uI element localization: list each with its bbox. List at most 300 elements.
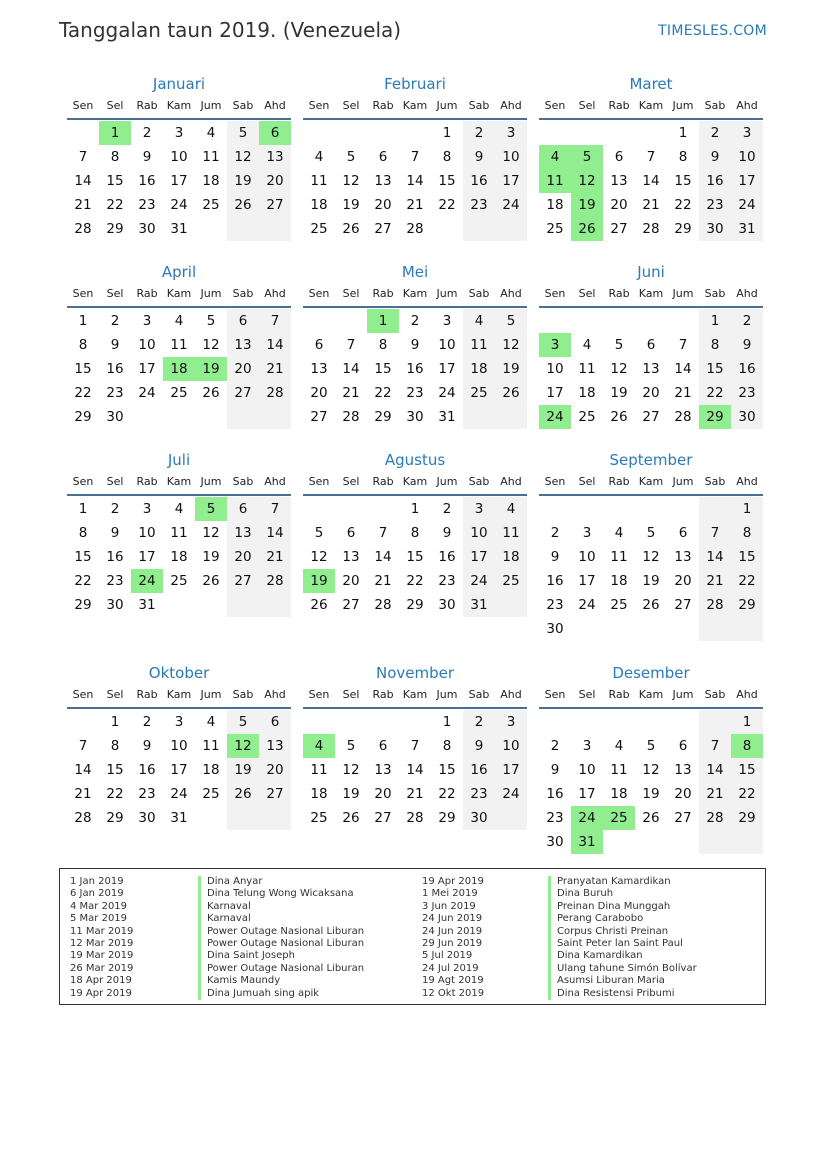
weekday-label: Sel (342, 475, 360, 488)
legend-holiday-name: Dina Saint Joseph (198, 950, 364, 962)
holiday-day: 18 (163, 357, 195, 381)
day: 14 (674, 361, 692, 377)
day: 11 (202, 149, 220, 165)
day: 4 (614, 525, 624, 541)
day: 22 (106, 786, 124, 802)
weekend-day: 20 (259, 169, 291, 193)
day: 27 (374, 810, 392, 826)
day: 30 (106, 409, 124, 425)
empty-day (667, 617, 699, 641)
weekend-day: 10 (495, 734, 527, 758)
day: 5 (346, 149, 356, 165)
day: 28 (406, 221, 424, 237)
weekend-day: 14 (259, 333, 291, 357)
legend-date: 19 Apr 2019 (422, 876, 484, 887)
weekend-day: 29 (731, 806, 763, 830)
day: 2 (550, 738, 560, 754)
day: 27 (642, 409, 660, 425)
holiday-legend (59, 868, 766, 1005)
weekday-label: Sab (232, 688, 254, 701)
weekday-label: Ahd (500, 99, 522, 112)
weekend-day: 1 (731, 497, 763, 521)
day: 17 (578, 786, 596, 802)
weekday-label: Rab (608, 99, 630, 112)
empty-day (163, 405, 195, 429)
day-grid (303, 710, 527, 830)
weekend-day: 1 (731, 710, 763, 734)
day: 26 (202, 385, 220, 401)
day: 17 (138, 361, 156, 377)
day: 5 (646, 525, 656, 541)
empty-day (731, 830, 763, 854)
day: 23 (138, 786, 156, 802)
weekday-header (67, 284, 291, 308)
day: 14 (406, 762, 424, 778)
day: 28 (406, 810, 424, 826)
weekday-header (67, 472, 291, 496)
day: 8 (410, 525, 420, 541)
day: 18 (610, 573, 628, 589)
empty-day (303, 497, 335, 521)
weekend-day: 19 (227, 758, 259, 782)
weekday-header (303, 472, 527, 496)
month-name: September (609, 451, 693, 469)
day: 18 (610, 786, 628, 802)
day: 13 (610, 173, 628, 189)
weekend-day: 2 (463, 121, 495, 145)
weekday-label: Sel (106, 688, 124, 701)
weekday-label: Sab (468, 475, 490, 488)
day: 17 (438, 361, 456, 377)
legend-holiday-name: Dina Kamardikan (548, 950, 697, 962)
weekend-day: 25 (495, 569, 527, 593)
day: 26 (342, 810, 360, 826)
weekday-label: Ahd (736, 287, 758, 300)
legend-date: 4 Mar 2019 (70, 900, 128, 912)
day: 27 (342, 597, 360, 613)
weekday-label: Rab (372, 99, 394, 112)
day: 12 (310, 549, 328, 565)
day: 10 (578, 549, 596, 565)
month-maret (539, 72, 763, 241)
day: 11 (610, 762, 628, 778)
day: 6 (314, 337, 324, 353)
day: 7 (378, 525, 388, 541)
day: 18 (546, 197, 564, 213)
day: 10 (438, 337, 456, 353)
weekend-day: 4 (463, 309, 495, 333)
day: 7 (410, 738, 420, 754)
day: 11 (610, 549, 628, 565)
legend-holiday-name: Perang Carabobo (548, 913, 697, 925)
day: 4 (314, 149, 324, 165)
day: 19 (342, 197, 360, 213)
day: 6 (678, 738, 688, 754)
empty-day (699, 830, 731, 854)
legend-date: 5 Jul 2019 (422, 950, 473, 962)
weekend-day: 23 (463, 782, 495, 806)
weekday-label: Sen (308, 475, 330, 488)
day: 6 (646, 337, 656, 353)
weekday-label: Sel (578, 688, 596, 701)
empty-day (227, 405, 259, 429)
weekday-label: Jum (672, 688, 694, 701)
weekday-label: Kam (402, 99, 428, 112)
day: 11 (170, 337, 188, 353)
day: 29 (374, 409, 392, 425)
weekday-label: Jum (436, 287, 458, 300)
month-name: November (375, 664, 455, 682)
weekend-day: 10 (495, 145, 527, 169)
day: 2 (110, 313, 120, 329)
weekday-label: Kam (638, 99, 664, 112)
day: 22 (438, 786, 456, 802)
day: 31 (138, 597, 156, 613)
day: 23 (138, 197, 156, 213)
day: 12 (342, 762, 360, 778)
empty-day (603, 121, 635, 145)
weekend-day: 28 (259, 381, 291, 405)
month-november (303, 661, 527, 830)
day: 1 (78, 313, 88, 329)
legend-holiday-name: Kamis Maundy (198, 975, 364, 987)
legend-dates-right (422, 876, 484, 1000)
weekend-day: 29 (731, 593, 763, 617)
day: 25 (202, 197, 220, 213)
holiday-day: 4 (539, 145, 571, 169)
day: 2 (550, 525, 560, 541)
day: 28 (74, 810, 92, 826)
weekend-day: 12 (495, 333, 527, 357)
month-name: Mei (401, 263, 429, 281)
holiday-day: 12 (571, 169, 603, 193)
weekday-label: Sel (342, 99, 360, 112)
day: 23 (106, 385, 124, 401)
day: 23 (406, 385, 424, 401)
weekday-label: Sab (232, 475, 254, 488)
day: 18 (310, 197, 328, 213)
day: 14 (406, 173, 424, 189)
day: 27 (674, 597, 692, 613)
empty-day (463, 405, 495, 429)
day: 21 (74, 786, 92, 802)
empty-day (699, 710, 731, 734)
legend-holiday-name: Dina Telung Wong Wicaksana (198, 888, 364, 900)
day: 16 (406, 361, 424, 377)
day: 12 (610, 361, 628, 377)
day: 20 (610, 197, 628, 213)
holiday-day: 29 (699, 405, 731, 429)
empty-day (539, 497, 571, 521)
day: 11 (578, 361, 596, 377)
legend-date: 6 Jan 2019 (70, 888, 124, 900)
weekday-header (67, 96, 291, 120)
weekday-label: Jum (200, 688, 222, 701)
month-name: Maret (629, 75, 673, 93)
empty-day (635, 710, 667, 734)
month-name: Agustus (384, 451, 446, 469)
empty-day (603, 830, 635, 854)
day: 3 (142, 501, 152, 517)
empty-day (195, 593, 227, 617)
empty-day (259, 217, 291, 241)
empty-day (603, 710, 635, 734)
day: 22 (106, 197, 124, 213)
legend-names-right (548, 876, 697, 1000)
empty-day (335, 710, 367, 734)
empty-day (699, 617, 731, 641)
holiday-day: 19 (303, 569, 335, 593)
holiday-day: 8 (731, 734, 763, 758)
day: 10 (138, 337, 156, 353)
weekday-header (67, 685, 291, 709)
legend-date: 5 Mar 2019 (70, 913, 128, 925)
day: 30 (406, 409, 424, 425)
empty-day (227, 593, 259, 617)
day: 11 (170, 525, 188, 541)
empty-day (571, 710, 603, 734)
legend-names-left (198, 876, 364, 1000)
weekday-label: Sel (578, 287, 596, 300)
weekend-day: 4 (495, 497, 527, 521)
day: 26 (642, 597, 660, 613)
weekend-day: 28 (699, 593, 731, 617)
day: 31 (438, 409, 456, 425)
day: 4 (174, 313, 184, 329)
weekend-day: 19 (227, 169, 259, 193)
day: 9 (142, 738, 152, 754)
weekend-day: 26 (227, 782, 259, 806)
day: 10 (578, 762, 596, 778)
weekday-label: Rab (608, 688, 630, 701)
weekend-day: 5 (227, 121, 259, 145)
day: 16 (546, 573, 564, 589)
month-desember (539, 661, 763, 854)
weekday-label: Sen (544, 99, 566, 112)
empty-day (699, 497, 731, 521)
weekend-day: 24 (495, 782, 527, 806)
day: 29 (74, 409, 92, 425)
day-grid (539, 497, 763, 641)
brand-link[interactable]: TIMESLES.COM (658, 23, 767, 39)
day: 30 (438, 597, 456, 613)
day: 6 (678, 525, 688, 541)
empty-day (367, 121, 399, 145)
day: 29 (438, 810, 456, 826)
day: 25 (202, 786, 220, 802)
empty-day (367, 497, 399, 521)
empty-day (495, 217, 527, 241)
day: 29 (74, 597, 92, 613)
day: 8 (378, 337, 388, 353)
day: 2 (442, 501, 452, 517)
holiday-day: 26 (571, 217, 603, 241)
holiday-day: 19 (195, 357, 227, 381)
day: 28 (374, 597, 392, 613)
weekday-label: Sel (342, 688, 360, 701)
weekday-label: Ahd (736, 688, 758, 701)
month-juni (539, 260, 763, 429)
empty-day (259, 806, 291, 830)
empty-day (495, 593, 527, 617)
weekday-header (303, 96, 527, 120)
weekday-label: Kam (166, 287, 192, 300)
weekday-label: Sen (308, 99, 330, 112)
weekday-label: Ahd (264, 287, 286, 300)
weekday-label: Sen (72, 475, 94, 488)
month-name: Juli (167, 451, 191, 469)
weekend-day: 13 (227, 333, 259, 357)
day: 22 (374, 385, 392, 401)
day: 19 (642, 573, 660, 589)
day: 30 (138, 810, 156, 826)
day: 2 (410, 313, 420, 329)
weekend-day: 25 (463, 381, 495, 405)
day: 9 (110, 337, 120, 353)
holiday-day: 19 (571, 193, 603, 217)
empty-day (367, 710, 399, 734)
day: 7 (346, 337, 356, 353)
month-agustus (303, 448, 527, 617)
day: 15 (674, 173, 692, 189)
weekday-label: Sel (578, 99, 596, 112)
weekend-day: 23 (463, 193, 495, 217)
empty-day (335, 121, 367, 145)
day: 13 (642, 361, 660, 377)
weekend-day: 21 (699, 569, 731, 593)
holiday-day: 6 (259, 121, 291, 145)
weekend-day: 6 (259, 710, 291, 734)
legend-date: 12 Mar 2019 (70, 937, 134, 949)
day: 16 (138, 762, 156, 778)
weekday-label: Sen (308, 688, 330, 701)
legend-holiday-name: Asumsi Liburan Maria (548, 975, 697, 987)
weekday-label: Jum (200, 99, 222, 112)
empty-day (667, 830, 699, 854)
legend-holiday-name: Karnaval (198, 901, 364, 913)
holiday-day: 3 (539, 333, 571, 357)
day: 1 (442, 125, 452, 141)
empty-day (539, 121, 571, 145)
day: 3 (174, 125, 184, 141)
day: 3 (174, 714, 184, 730)
day: 25 (310, 221, 328, 237)
weekend-day: 24 (463, 569, 495, 593)
weekend-day: 18 (495, 545, 527, 569)
day: 3 (442, 313, 452, 329)
holiday-day: 24 (571, 806, 603, 830)
day: 2 (142, 125, 152, 141)
day: 23 (106, 573, 124, 589)
weekend-day: 26 (495, 381, 527, 405)
day: 19 (642, 786, 660, 802)
day: 29 (106, 221, 124, 237)
day: 26 (202, 573, 220, 589)
month-name: Januari (152, 75, 206, 93)
weekend-day: 17 (495, 758, 527, 782)
day: 6 (378, 738, 388, 754)
weekday-header (303, 284, 527, 308)
empty-day (571, 121, 603, 145)
month-juli (67, 448, 291, 617)
weekend-day: 12 (227, 145, 259, 169)
day: 8 (442, 738, 452, 754)
weekend-day: 6 (227, 309, 259, 333)
day: 15 (374, 361, 392, 377)
weekend-day: 9 (463, 734, 495, 758)
weekday-label: Ahd (264, 99, 286, 112)
day: 13 (342, 549, 360, 565)
weekend-day: 7 (259, 309, 291, 333)
weekday-label: Rab (608, 287, 630, 300)
weekend-day: 10 (731, 145, 763, 169)
day: 3 (582, 738, 592, 754)
day: 12 (342, 173, 360, 189)
weekday-label: Kam (402, 475, 428, 488)
empty-day (335, 309, 367, 333)
day: 4 (174, 501, 184, 517)
day: 9 (142, 149, 152, 165)
weekday-label: Rab (136, 287, 158, 300)
weekend-day: 27 (227, 569, 259, 593)
weekend-day: 16 (463, 169, 495, 193)
month-name: Juni (637, 263, 665, 281)
day: 10 (170, 149, 188, 165)
weekday-label: Sab (468, 287, 490, 300)
day: 3 (142, 313, 152, 329)
legend-holiday-name: Dina Resistensi Pribumi (548, 988, 697, 1000)
day: 16 (106, 361, 124, 377)
day: 23 (546, 597, 564, 613)
empty-day (195, 806, 227, 830)
day: 17 (170, 173, 188, 189)
day: 15 (438, 173, 456, 189)
day: 16 (438, 549, 456, 565)
day: 23 (438, 573, 456, 589)
weekend-day: 3 (463, 497, 495, 521)
weekday-label: Sen (544, 688, 566, 701)
day: 10 (170, 738, 188, 754)
day: 8 (110, 149, 120, 165)
legend-date: 24 Jun 2019 (422, 925, 483, 937)
weekday-label: Sel (106, 475, 124, 488)
legend-date: 29 Jun 2019 (422, 937, 483, 949)
day: 9 (550, 549, 560, 565)
day: 17 (578, 573, 596, 589)
empty-day (67, 121, 99, 145)
day: 29 (674, 221, 692, 237)
day: 29 (406, 597, 424, 613)
weekday-label: Jum (436, 475, 458, 488)
empty-day (227, 217, 259, 241)
day: 21 (642, 197, 660, 213)
empty-day (195, 217, 227, 241)
day: 21 (342, 385, 360, 401)
day: 25 (170, 385, 188, 401)
weekend-day: 22 (699, 381, 731, 405)
weekend-day: 8 (699, 333, 731, 357)
day: 24 (170, 786, 188, 802)
weekend-day: 27 (259, 193, 291, 217)
weekday-label: Jum (436, 688, 458, 701)
legend-date: 19 Mar 2019 (70, 950, 134, 962)
holiday-day: 12 (227, 734, 259, 758)
day: 9 (442, 525, 452, 541)
weekday-label: Rab (136, 688, 158, 701)
empty-day (667, 710, 699, 734)
month-name: April (161, 263, 197, 281)
empty-day (399, 121, 431, 145)
